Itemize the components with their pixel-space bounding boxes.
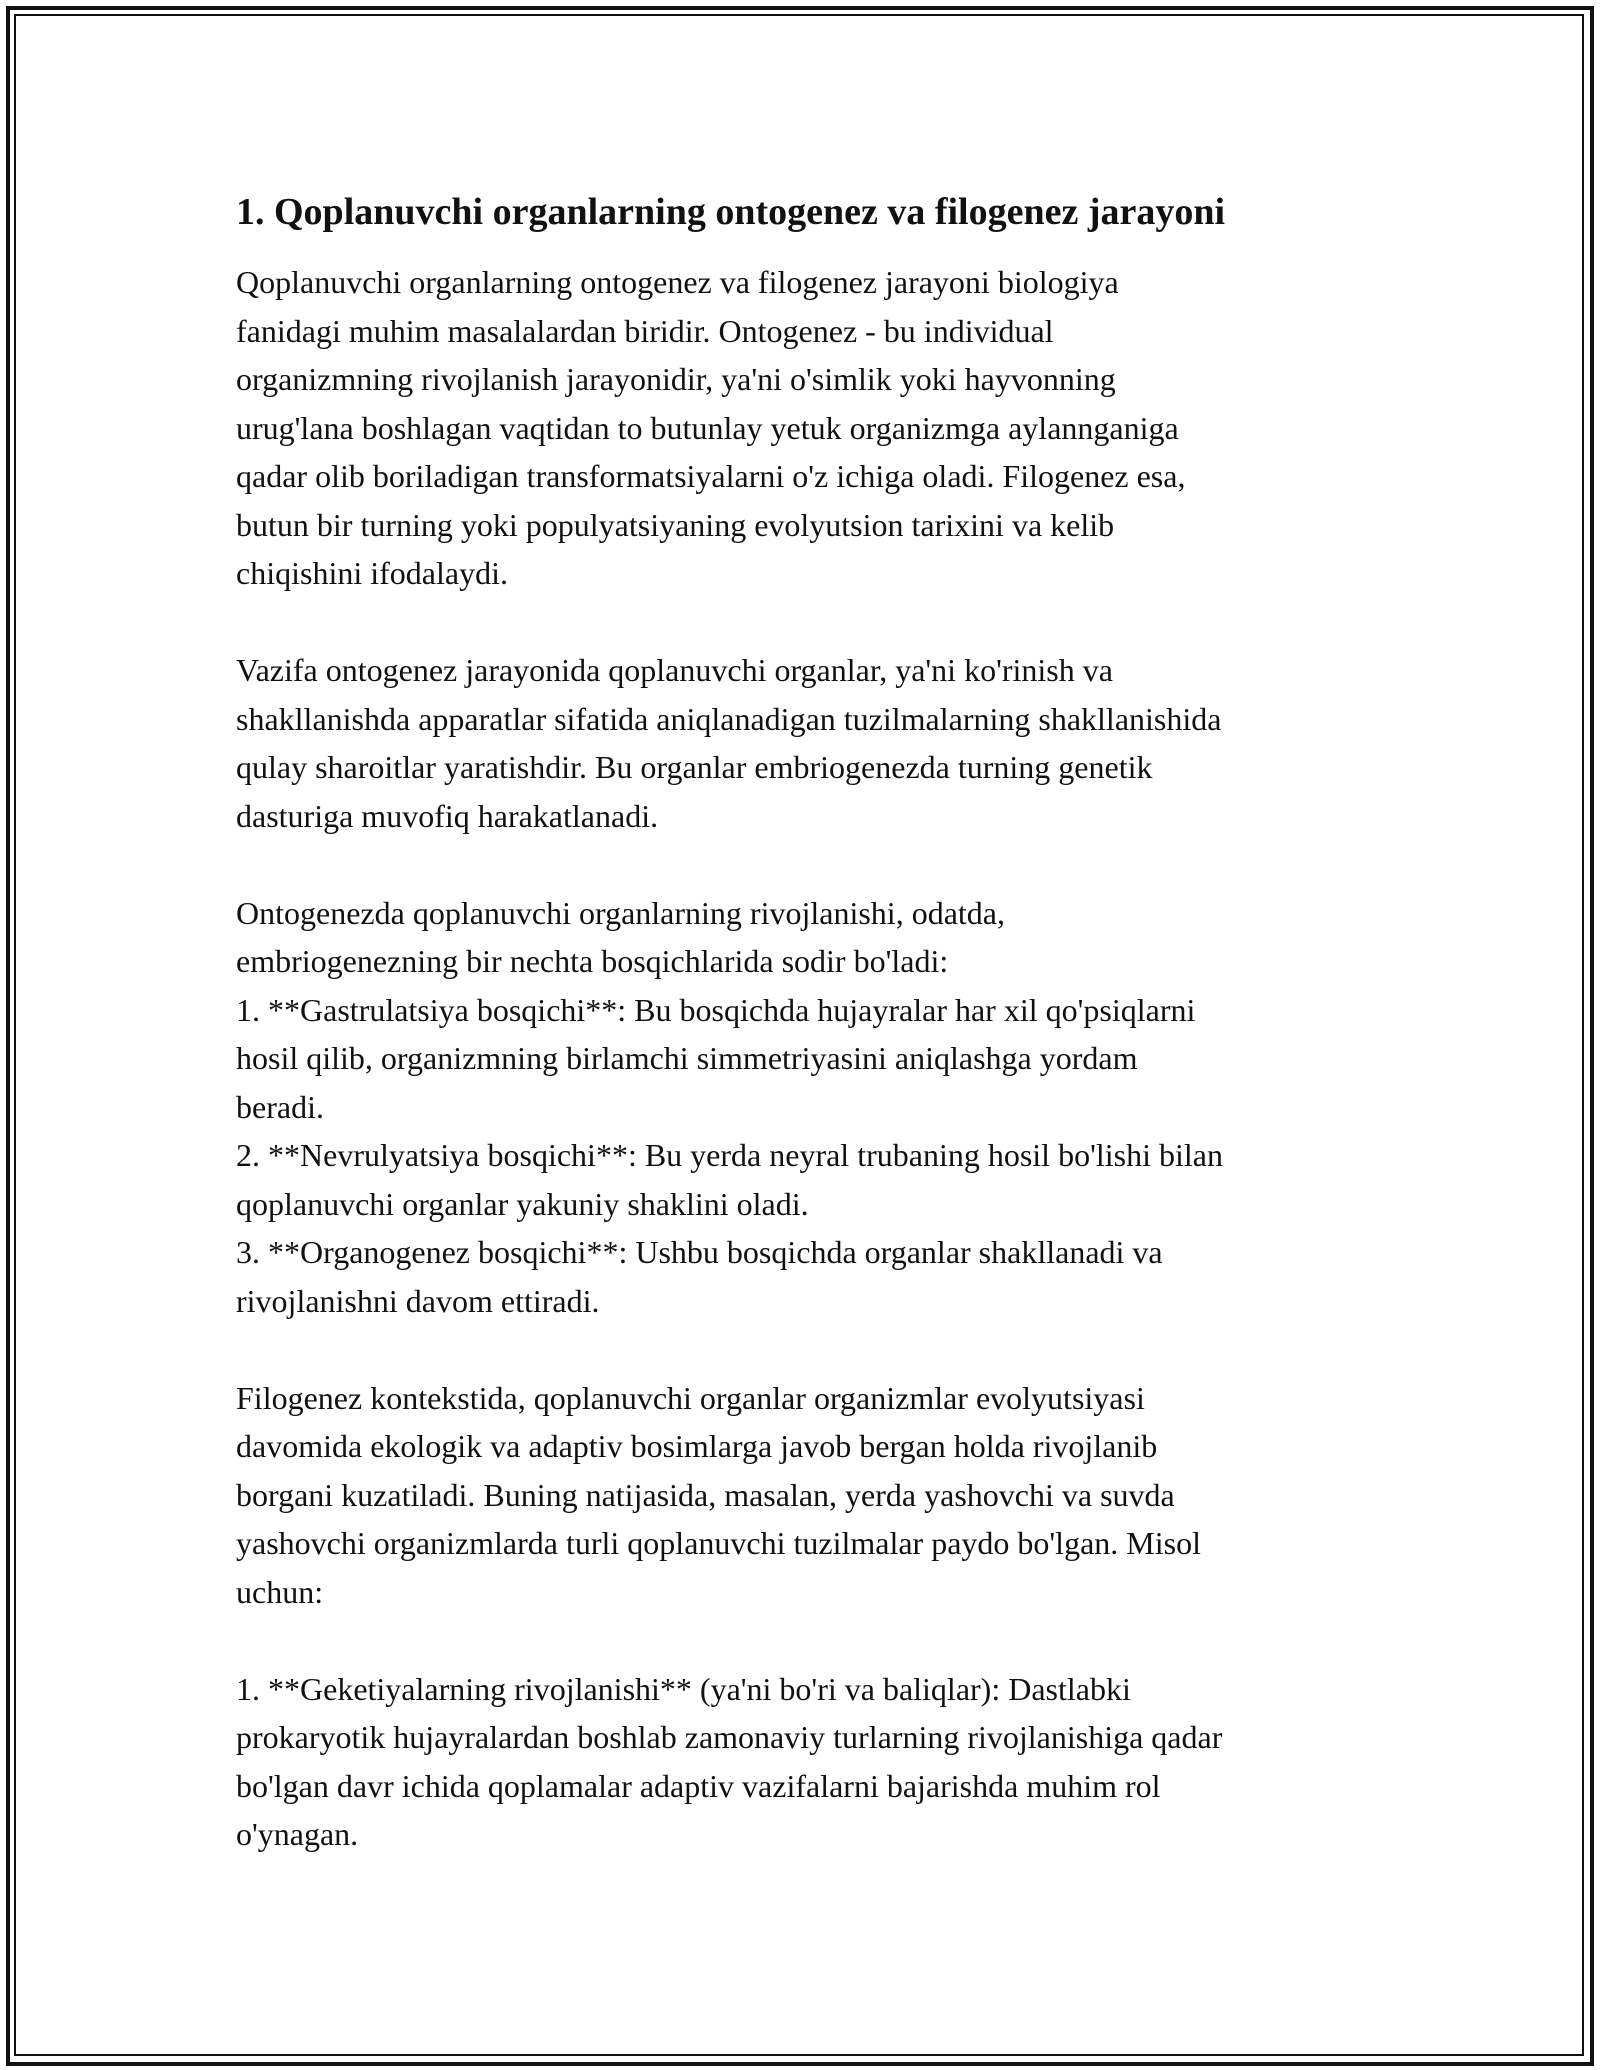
text-line: qoplanuvchi organlar yakuniy shaklini oladi.	[236, 1185, 809, 1222]
text-line: urug'lana boshlagan vaqtidan to butunlay yetuk organizmga aylannganiga	[236, 409, 1179, 446]
text-line: davomida ekologik va adaptiv bosimlarga javob bergan holda rivojlanib	[236, 1428, 1158, 1464]
text-line: hosil qilib, organizmning birlamchi simmetriyasini aniqlashga yordam	[236, 1040, 1138, 1076]
text-line: bo'lgan davr ichida qoplamalar adaptiv vazifalarni bajarishda muhim rol	[236, 1767, 1161, 1804]
text-line: shakllanishda apparatlar sifatida aniqlanadigan tuzilmalarning shakllanishida	[236, 700, 1222, 737]
text-line: Filogenez kontekstida, qoplanuvchi organlar organizmlar evolyutsiyasi	[236, 1379, 1145, 1416]
document-body	[236, 186, 1376, 1859]
text-line: qadar olib boriladigan transformatsiyalarni o'z ichiga oladi. Filogenez esa,	[236, 458, 1186, 494]
text-line: o'ynagan.	[236, 1816, 359, 1852]
text-line: borgani kuzatiladi. Buning natijasida, masalan, yerda yashovchi va suvda	[236, 1476, 1175, 1513]
paragraph-gap	[236, 1325, 1376, 1374]
text-line: 3. **Organogenez bosqichi**: Ushbu bosqichda organlar shakllanadi va	[236, 1234, 1163, 1270]
text-line: Qoplanuvchi organlarning ontogenez va filogenez jarayoni biologiya	[236, 264, 1119, 300]
paragraph-task	[236, 646, 1376, 840]
text-line: Vazifa ontogenez jarayonida qoplanuvchi organlar, ya'ni ko'rinish va	[236, 652, 1113, 688]
text-line: prokaryotik hujayralardan boshlab zamonaviy turlarning rivojlanishiga qadar	[236, 1719, 1223, 1755]
text-line: embriogenezning bir nechta bosqichlarida sodir bo'ladi:	[236, 943, 949, 979]
paragraph-phylogenesis	[236, 1374, 1376, 1617]
paragraph-example	[236, 1665, 1376, 1859]
text-line: chiqishini ifodalaydi.	[236, 555, 508, 591]
paragraph-intro	[236, 258, 1376, 598]
paragraph-ontogenesis-stages	[236, 889, 1376, 1326]
paragraph-gap	[236, 1616, 1376, 1665]
text-line: dasturiga muvofiq harakatlanadi.	[236, 797, 659, 834]
text-line: fanidagi muhim masalalardan biridir. Ontogenez - bu individual	[236, 312, 1054, 349]
text-line: organizmning rivojlanish jarayonidir, ya'ni o'simlik yoki hayvonning	[236, 361, 1116, 397]
text-line: beradi.	[236, 1088, 324, 1125]
text-line: 1. **Geketiyalarning rivojlanishi** (ya'ni bo'ri va baliqlar): Dastlabki	[236, 1670, 1131, 1707]
text-line: butun bir turning yoki populyatsiyaning evolyutsion tarixini va kelib	[236, 506, 1115, 543]
paragraph-gap	[236, 598, 1376, 647]
document-heading: 1. Qoplanuvchi organlarning ontogenez va filogenez jarayoni	[236, 191, 1226, 233]
text-line: rivojlanishni davom ettiradi.	[236, 1282, 600, 1319]
text-line: 1. **Gastrulatsiya bosqichi**: Bu bosqichda hujayralar har xil qo'psiqlarni	[236, 991, 1196, 1028]
text-line: yashovchi organizmlarda turli qoplanuvchi tuzilmalar paydo bo'lgan. Misol	[236, 1525, 1201, 1561]
text-line: 2. **Nevrulyatsiya bosqichi**: Bu yerda neyral trubaning hosil bo'lishi bilan	[236, 1137, 1223, 1173]
text-line: uchun:	[236, 1573, 324, 1610]
text-line: Ontogenezda qoplanuvchi organlarning rivojlanishi, odatda,	[236, 894, 1005, 931]
text-line: qulay sharoitlar yaratishdir. Bu organlar embriogenezda turning genetik	[236, 749, 1153, 785]
paragraph-gap	[236, 840, 1376, 889]
